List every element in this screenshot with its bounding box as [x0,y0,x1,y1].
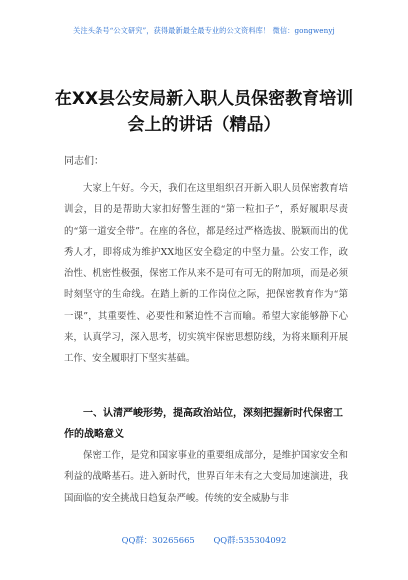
document-title: 在XX县公安局新入职人员保密教育培训会上的讲话（精品） [54,89,354,135]
footer-qq-group-2: QQ群:535304092 [213,535,287,545]
header-promo-note: 关注头条号“公文研究”，获得最新最全最专业的公文资料库！ 微信：gongwenyj [73,26,335,35]
body-paragraph-2: 保密工作，是党和国家事业的重要组成部分，是维护国家安全和利益的战略基石。进入新时代，世界百年未有之大变局加速演进，我国面临的安全挑战日趋复杂严峻。传统的安全威胁与非 [64,450,348,504]
body-paragraph-1: 大家上午好。今天，我们在这里组织召开新入职人员保密教育培训会，目的是帮助大家扣好警生涯的“第一粒扣子”，系好履职尽责的“第一道安全带”。在座的各位，都是经过严格选拔、脱颖而出的优秀人才，即将成为维护XX地区安全稳定的中坚力量。公安工作，政治性、机密性极强，保密工作从来不是可有可无的附加项，而是必须时刻坚守的生命线。在踏上新的工作岗位之际，把保密教育作为“第一课”，其重要性、必要性和紧迫性不言而喻。希望大家能够静下心来，认真学习，深入思考，切实筑牢保密思想防线，为将来顺利开展工作、安全履职打下坚实基础。 [64,183,348,365]
footer-contact [0,534,408,546]
salutation: 同志们： [64,156,104,167]
footer-qq-group-1: QQ群：30265665 [121,535,195,545]
section-heading-1: 一、认清严峻形势，提高政治站位，深刻把握新时代保密工作的战略意义 [64,408,343,441]
